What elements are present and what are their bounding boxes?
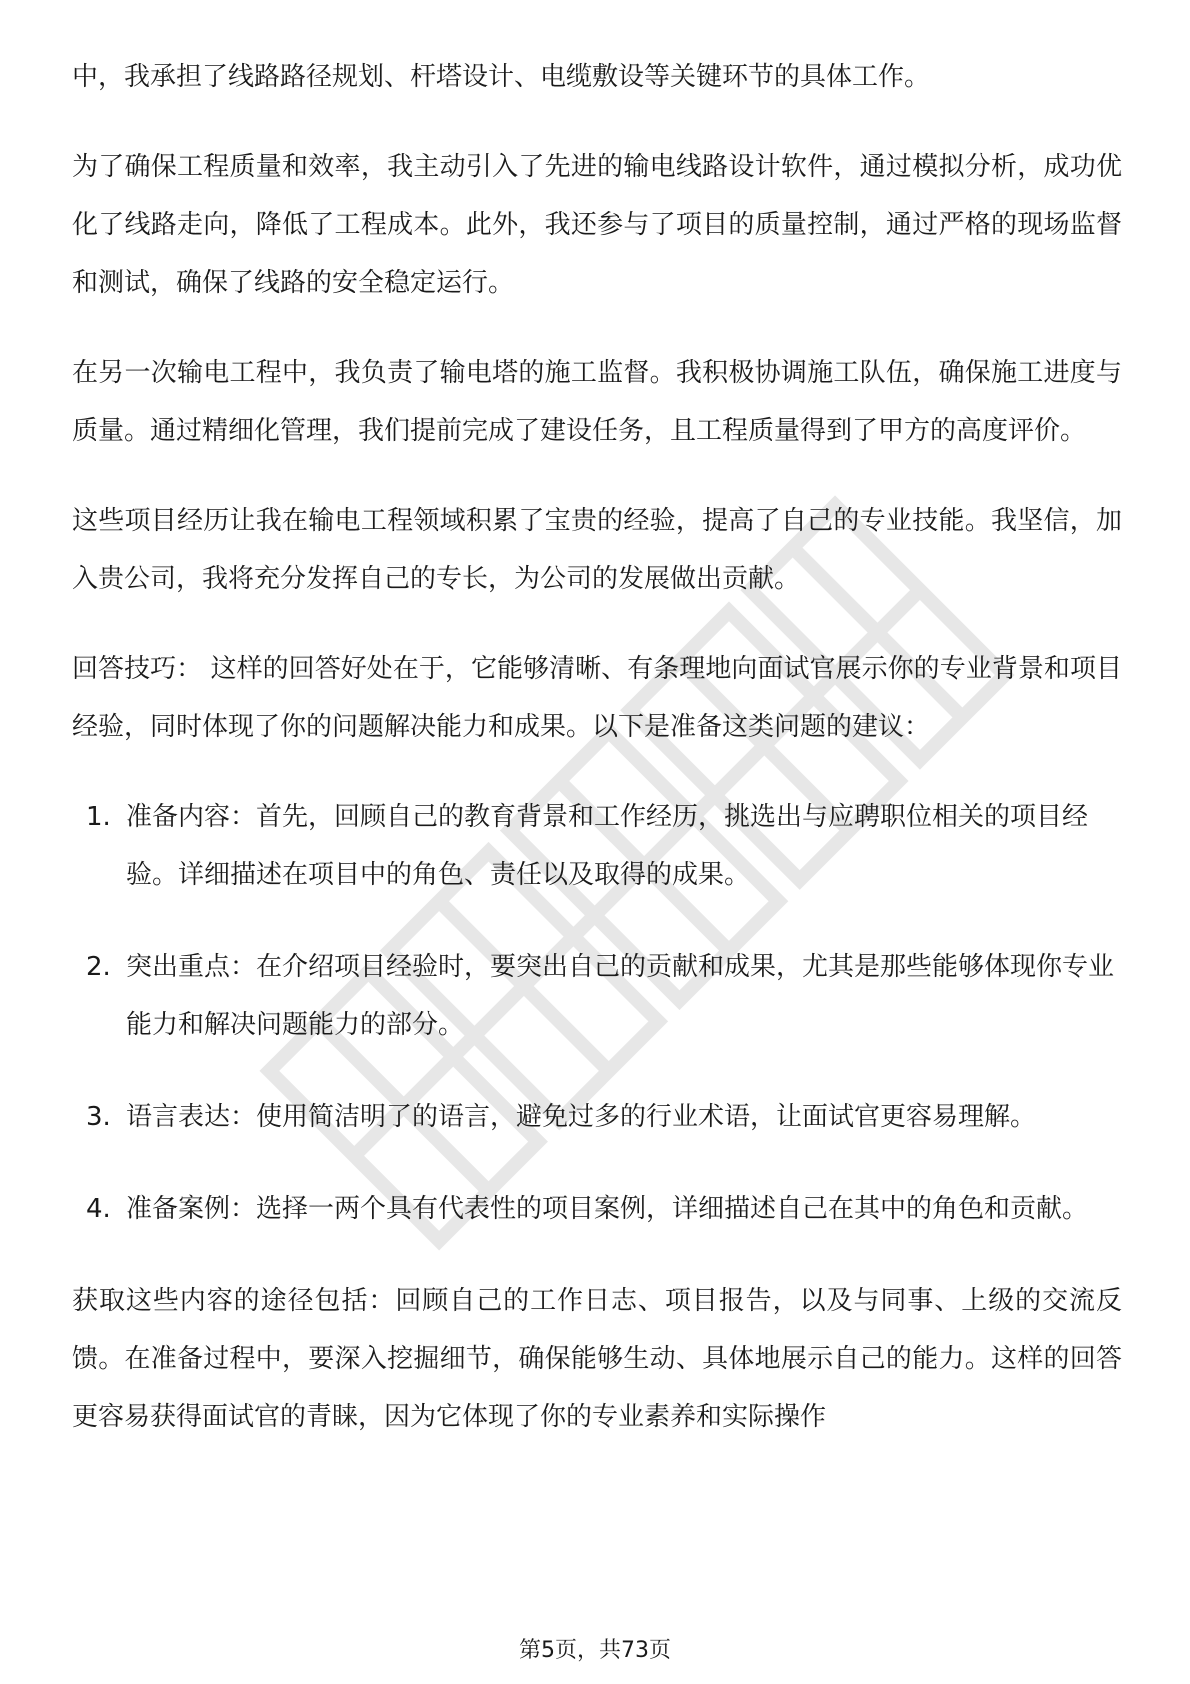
list-item xyxy=(72,1088,1122,1146)
list-number: 4. xyxy=(86,1194,111,1224)
list-number: 3. xyxy=(86,1102,111,1132)
list-item xyxy=(72,1180,1122,1238)
tips-list xyxy=(72,788,1122,1238)
page-number-footer: 第5页，共73页 xyxy=(519,1638,671,1663)
list-text: 准备内容：首先，回顾自己的教育背景和工作经历，挑选出与应聘职位相关的项目经验。详细描述在项目中的角色、责任以及取得的成果。 xyxy=(126,802,1089,890)
paragraph-summary: 这些项目经历让我在输电工程领域积累了宝贵的经验，提高了自己的专业技能。我坚信，加入贵公司，我将充分发挥自己的专长，为公司的发展做出贡献。 xyxy=(72,506,1122,594)
list-number: 1. xyxy=(86,802,111,832)
list-text: 语言表达：使用简洁明了的语言，避免过多的行业术语，让面试官更容易理解。 xyxy=(126,1102,1037,1132)
document-body xyxy=(72,48,1122,1478)
paragraph-software: 为了确保工程质量和效率，我主动引入了先进的输电线路设计软件，通过模拟分析，成功优化了线路走向，降低了工程成本。此外，我还参与了项目的质量控制，通过严格的现场监督和测试，确保了线路的安全稳定运行。 xyxy=(72,152,1122,298)
list-number: 2. xyxy=(86,952,111,982)
paragraph-supervision: 在另一次输电工程中，我负责了输电塔的施工监督。我积极协调施工队伍，确保施工进度与质量。通过精细化管理，我们提前完成了建设任务，且工程质量得到了甲方的高度评价。 xyxy=(72,358,1122,446)
paragraph-closing: 获取这些内容的途径包括：回顾自己的工作日志、项目报告，以及与同事、上级的交流反馈。在准备过程中，要深入挖掘细节，确保能够生动、具体地展示自己的能力。这样的回答更容易获得面试官的青睐，因为它体现了你的专业素养和实际操作 xyxy=(72,1286,1122,1432)
list-item xyxy=(72,788,1122,904)
paragraph-intro: 中，我承担了线路路径规划、杆塔设计、电缆敷设等关键环节的具体工作。 xyxy=(72,62,931,92)
paragraph-tips: 回答技巧： 这样的回答好处在于，它能够清晰、有条理地向面试官展示你的专业背景和项目经验，同时体现了你的问题解决能力和成果。以下是准备这类问题的建议： xyxy=(72,654,1122,742)
list-text: 准备案例：选择一两个具有代表性的项目案例，详细描述自己在其中的角色和贡献。 xyxy=(126,1194,1089,1224)
list-item xyxy=(72,938,1122,1054)
list-text: 突出重点：在介绍项目经验时，要突出自己的贡献和成果，尤其是那些能够体现你专业能力和解决问题能力的部分。 xyxy=(126,952,1115,1040)
